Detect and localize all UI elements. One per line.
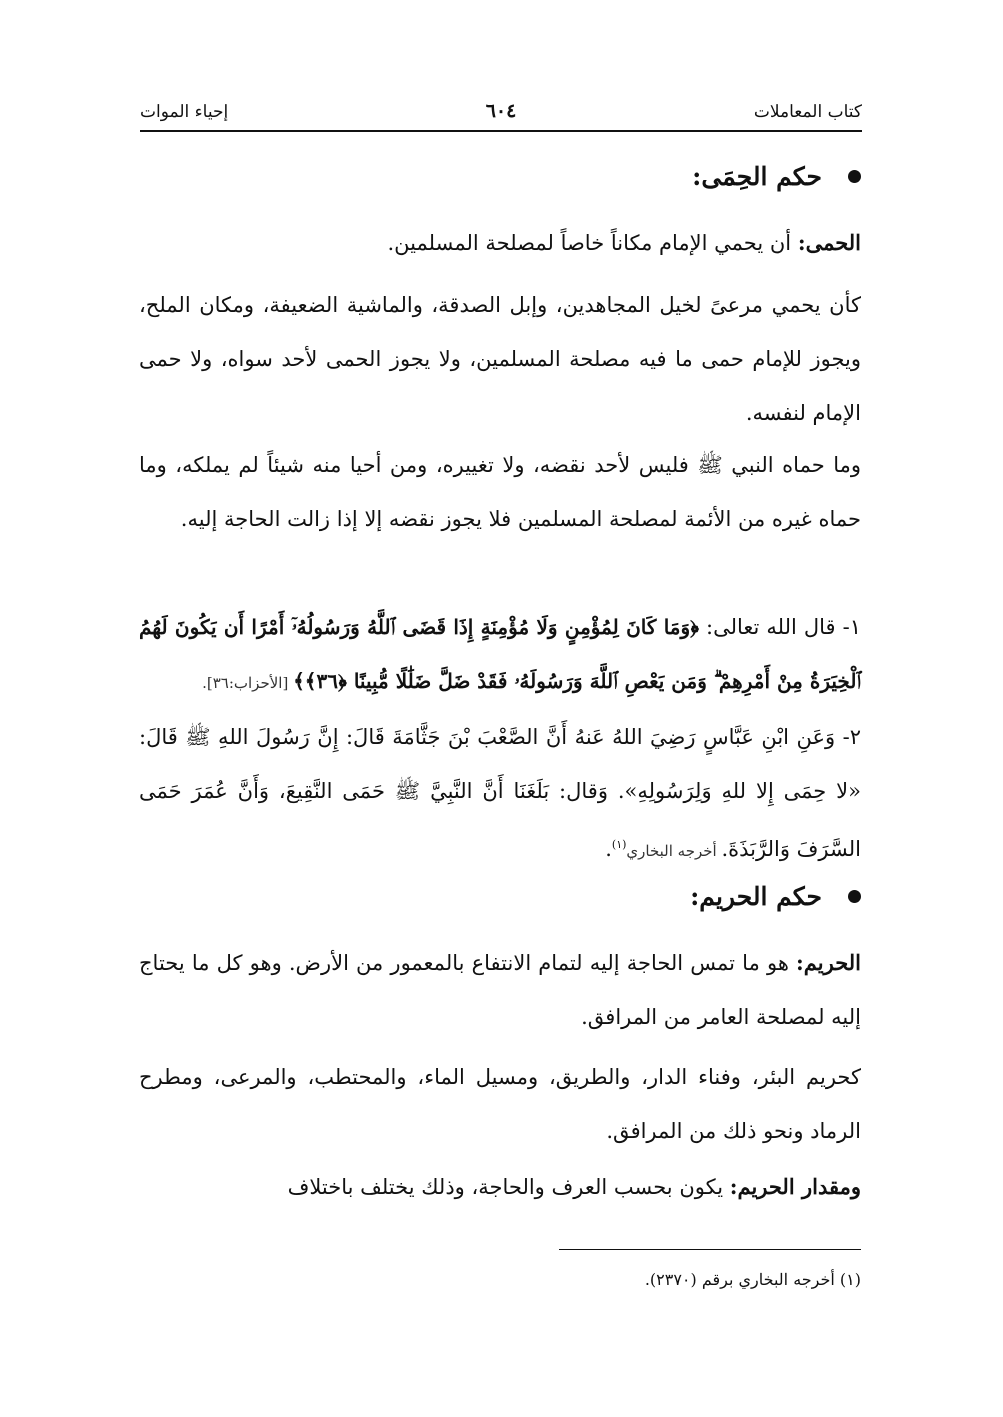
section-heading-hima (139, 162, 861, 191)
paragraph-harim-amount (139, 1160, 861, 1214)
paragraph-hima-rules: وما حماه النبي ﷺ فليس لأحد نقضه، ولا تغييره، ومن أحيا منه شيئاً لم يملكه، وما حماه غيره من الأئمة لمصلحة المسلمين فلا يجوز نقضه إلا إذا زالت الحاجة إليه. (139, 453, 861, 531)
hadith-source: أخرجه البخاري (626, 842, 722, 860)
evidence-item-2 (139, 710, 861, 878)
footnote-divider (559, 1249, 861, 1250)
page-header (140, 100, 862, 132)
hadith-end: . (605, 837, 612, 861)
hadith-text: وَعَنِ ابْنِ عَبَّاسٍ رَضِيَ اللهُ عَنهُ أَنَّ الصَّعْبَ بْنَ جَثَّامَةَ قَالَ: إِنَّ رَسُولَ اللهِ ﷺ قَالَ: «لا حِمَى إِلا للهِ وَلِرَسُولِهِ». وَقال: بَلَغَنَا أَنَّ النَّبِيَّ ﷺ حَمَى النَّقِيعَ، وَأَنَّ عُمَرَ حَمَى السَّرَفَ وَالرَّبَذَةَ. (139, 725, 861, 861)
paragraph-hima-examples: كأن يحمي مرعىً لخيل المجاهدين، وإبل الصدقة، والماشية الضعيفة، ومكان الملح، ويجوز للإمام حمى ما فيه مصلحة المسلمين، ولا يجوز الحمى لأحد سواه، ولا حمى الإمام لنفسه. (139, 293, 861, 425)
amount-text: يكون بحسب العرف والحاجة، وذلك يختلف باختلاف (287, 1175, 730, 1199)
definition-text: هو ما تمس الحاجة إليه لتمام الانتفاع بالمعمور من الأرض. وهو كل ما يحتاج إليه لمصلحة العامر من المرافق. (139, 951, 861, 1029)
verse-reference: [الأحزاب:٣٦]. (202, 674, 294, 692)
book-title: كتاب المعاملات (753, 102, 862, 122)
footnote-marker: (١) (611, 838, 627, 851)
definition-term: الحريم: (796, 950, 861, 975)
bullet-icon (848, 170, 861, 183)
section-heading-harim (139, 882, 861, 911)
definition-term: الحمى: (797, 230, 861, 255)
item-number: ٢- (842, 725, 861, 749)
chapter-title: إحياء الموات (140, 102, 229, 122)
item-number: ١- (842, 615, 862, 639)
item-intro: قال الله تعالى: (699, 615, 836, 639)
paragraph-harim-examples: كحريم البئر، وفناء الدار، والطريق، ومسيل الماء، والمحتطب، والمرعى، ومطرح الرماد ونحو ذلك من المرافق. (139, 1065, 861, 1143)
amount-term: ومقدار الحريم: (729, 1174, 861, 1199)
footnote: (١) أخرجه البخاري برقم (٢٣٧٠). (644, 1270, 861, 1289)
heading-text: حكم الحريم: (690, 882, 822, 911)
evidence-item-1 (139, 600, 861, 710)
bullet-icon (848, 890, 861, 903)
definition-text: أن يحمي الإمام مكاناً خاصاً لمصلحة المسلمين. (387, 231, 798, 255)
definition-hima (139, 216, 861, 270)
heading-text: حكم الحِمَى: (692, 162, 822, 191)
page-number: ٦٠٤ (485, 100, 517, 122)
quran-verse: ﴿وَمَا كَانَ لِمُؤْمِنٍ وَلَا مُؤْمِنَةٍ إِذَا قَضَى ٱللَّهُ وَرَسُولُهُۥٓ أَمْرًا أَن يَكُونَ لَهُمُ ٱلْخِيَرَةُ مِنْ أَمْرِهِمْ ۗ وَمَن يَعْصِ ٱللَّهَ وَرَسُولَهُۥ فَقَدْ ضَلَّ ضَلَٰلًا مُّبِينًا ﴿٣٦﴾﴾ (139, 615, 861, 693)
definition-harim (139, 936, 861, 1044)
